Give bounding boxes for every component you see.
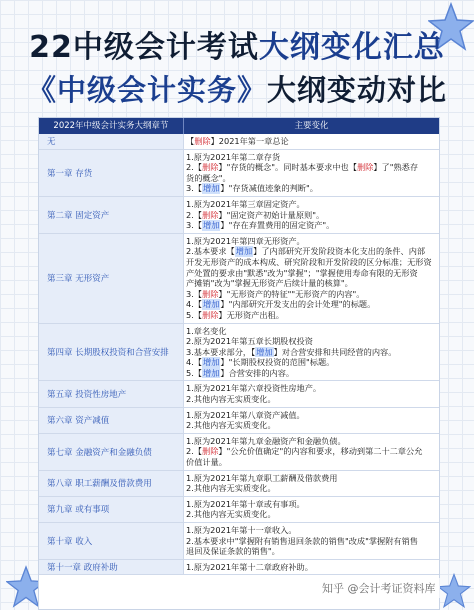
- change-text: 】对合营安排和共同经营的内容。: [273, 346, 397, 357]
- change-text: 【: [186, 136, 195, 146]
- chapter-cell: 第一章 存货: [39, 150, 184, 196]
- delete-tag: 删除: [202, 162, 219, 173]
- change-line: [186, 268, 439, 279]
- add-tag: 增加: [203, 357, 220, 368]
- chapter-cell: 第九章 或有事项: [39, 497, 184, 522]
- change-text: 1.原为2021年第三章固定资产。: [186, 198, 305, 209]
- change-text: 2.【: [186, 162, 202, 173]
- chapter-cell: 第八章 职工薪酬及借款费用: [39, 471, 184, 496]
- change-text: 1.原为2021年第十二章政府补助。: [186, 561, 313, 572]
- subtitle-book-name: 中级会计实务: [56, 73, 237, 107]
- table-row: [39, 324, 439, 382]
- table-row: [39, 497, 439, 523]
- delete-tag: 删除: [202, 446, 219, 457]
- change-text: 2.【: [186, 446, 202, 457]
- chapter-cell: 第二章 固定资产: [39, 197, 184, 233]
- subtitle-open-bracket: 《: [26, 73, 57, 107]
- subtitle-close-bracket: 》: [237, 73, 268, 107]
- changes-cell: [184, 150, 439, 196]
- changes-cell: [184, 523, 439, 559]
- title-part-2: 大纲变化汇总: [258, 30, 445, 65]
- change-line: [186, 525, 439, 536]
- header-changes: 主要变化: [294, 121, 329, 131]
- change-line: [186, 336, 439, 347]
- page-title: [0, 28, 474, 68]
- change-text: 3.【: [186, 183, 202, 194]
- table-row: [39, 134, 439, 150]
- change-line: [186, 473, 439, 484]
- comparison-table: [38, 117, 440, 610]
- change-text: 价值计量。: [186, 457, 227, 468]
- change-line: [186, 236, 439, 247]
- change-text: 3.【: [186, 220, 202, 231]
- star-icon: [437, 573, 471, 609]
- change-line: [186, 220, 439, 231]
- change-line: [186, 173, 439, 184]
- change-text: 】"存货减值迹象的判断"。: [220, 183, 318, 194]
- change-text: 3.基本要求部分，【: [186, 346, 256, 357]
- change-line: [186, 310, 439, 321]
- watermark: 知乎 @会计考证资料库: [318, 578, 440, 598]
- add-tag: 增加: [203, 220, 220, 231]
- change-line: [186, 509, 439, 520]
- change-text: 】"长期股权投资的范围"标题。: [220, 357, 335, 368]
- change-line: [186, 162, 439, 173]
- change-line: [186, 536, 439, 547]
- delete-tag: 删除: [194, 136, 211, 146]
- change-text: 1.章名变化: [186, 325, 227, 336]
- change-line: [186, 446, 439, 457]
- change-line: [186, 420, 439, 431]
- table-header: [39, 118, 439, 134]
- change-text: 】了内部研究开发阶段资本化支出的条件、内部: [253, 246, 426, 257]
- change-text: 2.其他内容无实质变化。: [186, 420, 276, 431]
- change-line: [186, 289, 439, 300]
- change-text: 2.原为2021年第五章长期股权投资: [186, 336, 313, 347]
- changes-cell: [184, 408, 439, 433]
- chapter-cell: 第十一章 政府补助: [39, 560, 184, 575]
- change-text: 4.【: [186, 299, 202, 310]
- change-line: [186, 410, 439, 421]
- delete-tag: 删除: [202, 288, 219, 299]
- subtitle-rest: 大纲变动对比: [267, 73, 448, 107]
- change-text: 产摊销"改为"掌握无形资产后续计量的核算"。: [186, 278, 353, 289]
- change-text: 】"固定资产初始计量原则"。: [218, 209, 325, 220]
- change-line: [186, 299, 439, 310]
- change-line: [186, 326, 439, 337]
- table-row: [39, 523, 439, 560]
- change-text: 退回及保证条款的销售"。: [186, 546, 280, 557]
- changes-cell: [184, 434, 439, 470]
- change-text: 】了"熟悉存: [373, 162, 419, 173]
- change-text: 2.基本要求中"掌握附有销售退回条款的销售"改成"掌握附有销售: [186, 535, 418, 546]
- page-subtitle: [0, 70, 474, 110]
- chapter-cell: 第五章 投资性房地产: [39, 381, 184, 406]
- change-text: 1.原为2021年第六章投资性房地产。: [186, 383, 322, 394]
- change-text: 】"存在弃置费用的固定资产"。: [220, 220, 335, 231]
- delete-tag: 删除: [356, 162, 374, 173]
- change-text: 】2021年第一章总论: [210, 136, 289, 146]
- delete-tag: 删除: [202, 309, 219, 320]
- change-line: [186, 246, 439, 257]
- change-line: [186, 136, 439, 147]
- change-text: 5.【: [186, 367, 202, 378]
- header-chapter: 2022年中级会计实务大纲章节: [39, 118, 184, 134]
- change-line: [186, 357, 439, 368]
- change-line: [186, 483, 439, 494]
- add-tag: 增加: [235, 246, 253, 257]
- chapter-cell: 第三章 无形资产: [39, 234, 184, 323]
- change-line: [186, 257, 439, 268]
- change-text: 】无形资产出租。: [218, 309, 284, 320]
- change-text: 1.原为2021年第十一章收入。: [186, 525, 297, 535]
- add-tag: 增加: [203, 299, 220, 310]
- table-row: [39, 560, 439, 576]
- change-text: 4.【: [186, 357, 202, 368]
- change-line: [186, 436, 439, 447]
- title-part-1: 22中级会计考试: [29, 30, 259, 65]
- changes-cell: [184, 381, 439, 406]
- changes-cell: [184, 560, 439, 575]
- change-line: [186, 562, 439, 573]
- change-text: 2.基本要求【: [186, 246, 235, 257]
- change-line: [186, 210, 439, 221]
- change-text: 2.其他内容无实质变化。: [186, 394, 276, 405]
- change-text: 2.其他内容无实质变化。: [186, 483, 276, 494]
- change-line: [186, 394, 439, 405]
- change-text: 3.【: [186, 288, 202, 299]
- changes-cell: [184, 197, 439, 233]
- change-line: [186, 457, 439, 468]
- change-text: 1.原为2021年第二章存货: [186, 151, 281, 162]
- table-row: [39, 471, 439, 497]
- change-line: [186, 383, 439, 394]
- change-text: 产处置的要求由"默悉"改为"掌握"；"掌握使用寿命有限的无形资: [186, 267, 418, 278]
- change-text: 1.原为2021年第九章金融资产和金融负债。: [186, 435, 346, 446]
- delete-tag: 删除: [202, 209, 219, 220]
- change-line: [186, 499, 439, 510]
- change-line: [186, 368, 439, 379]
- change-text: 】合营安排的内容。: [220, 367, 295, 378]
- change-text: 1.原为2021年第八章资产减值。: [186, 409, 305, 420]
- table-row: [39, 381, 439, 407]
- change-line: [186, 152, 439, 163]
- change-line: [186, 199, 439, 210]
- change-text: 1.原为2021年第九章职工薪酬及借款费用: [186, 472, 338, 483]
- add-tag: 增加: [256, 346, 273, 357]
- change-text: 】"公允价值确定"的内容和要求，移动到第二十二章公允: [218, 446, 423, 457]
- add-tag: 增加: [203, 183, 220, 194]
- table-body: [39, 134, 439, 575]
- table-row: [39, 197, 439, 234]
- change-line: [186, 347, 439, 358]
- change-text: 】"无形资产的特征""无形资产的内容"。: [218, 288, 365, 299]
- add-tag: 增加: [203, 367, 220, 378]
- chapter-cell: 无: [39, 134, 184, 149]
- change-text: 开发无形资产的成本构成、研究阶段和开发阶段的区分标准；无形资: [186, 256, 432, 267]
- changes-cell: [184, 234, 439, 323]
- change-text: 5.【: [186, 309, 202, 320]
- change-text: 货的概念"。: [186, 172, 231, 183]
- change-text: 2.【: [186, 209, 202, 220]
- table-row: [39, 234, 439, 324]
- change-text: 2.其他内容无实质变化。: [186, 509, 276, 520]
- change-text: 1.原为2021年第十章或有事项。: [186, 498, 305, 509]
- change-text: 】"存货的概念"。同时基本要求中也【: [218, 162, 357, 173]
- changes-cell: [184, 471, 439, 496]
- table-row: [39, 408, 439, 434]
- chapter-cell: 第六章 资产减值: [39, 408, 184, 433]
- chapter-cell: 第四章 长期股权投资和合营安排: [39, 324, 184, 381]
- table-row: [39, 434, 439, 471]
- change-text: 】"内部研究开发支出的会计处理"的标题。: [220, 299, 376, 310]
- change-line: [186, 183, 439, 194]
- change-line: [186, 546, 439, 557]
- changes-cell: [184, 497, 439, 522]
- change-text: 1.原为2021年第四章无形资产。: [186, 235, 305, 246]
- changes-cell: [184, 324, 439, 381]
- change-line: [186, 278, 439, 289]
- table-row: [39, 150, 439, 197]
- changes-cell: [184, 134, 439, 149]
- chapter-cell: 第十章 收入: [39, 523, 184, 559]
- chapter-cell: 第七章 金融资产和金融负债: [39, 434, 184, 470]
